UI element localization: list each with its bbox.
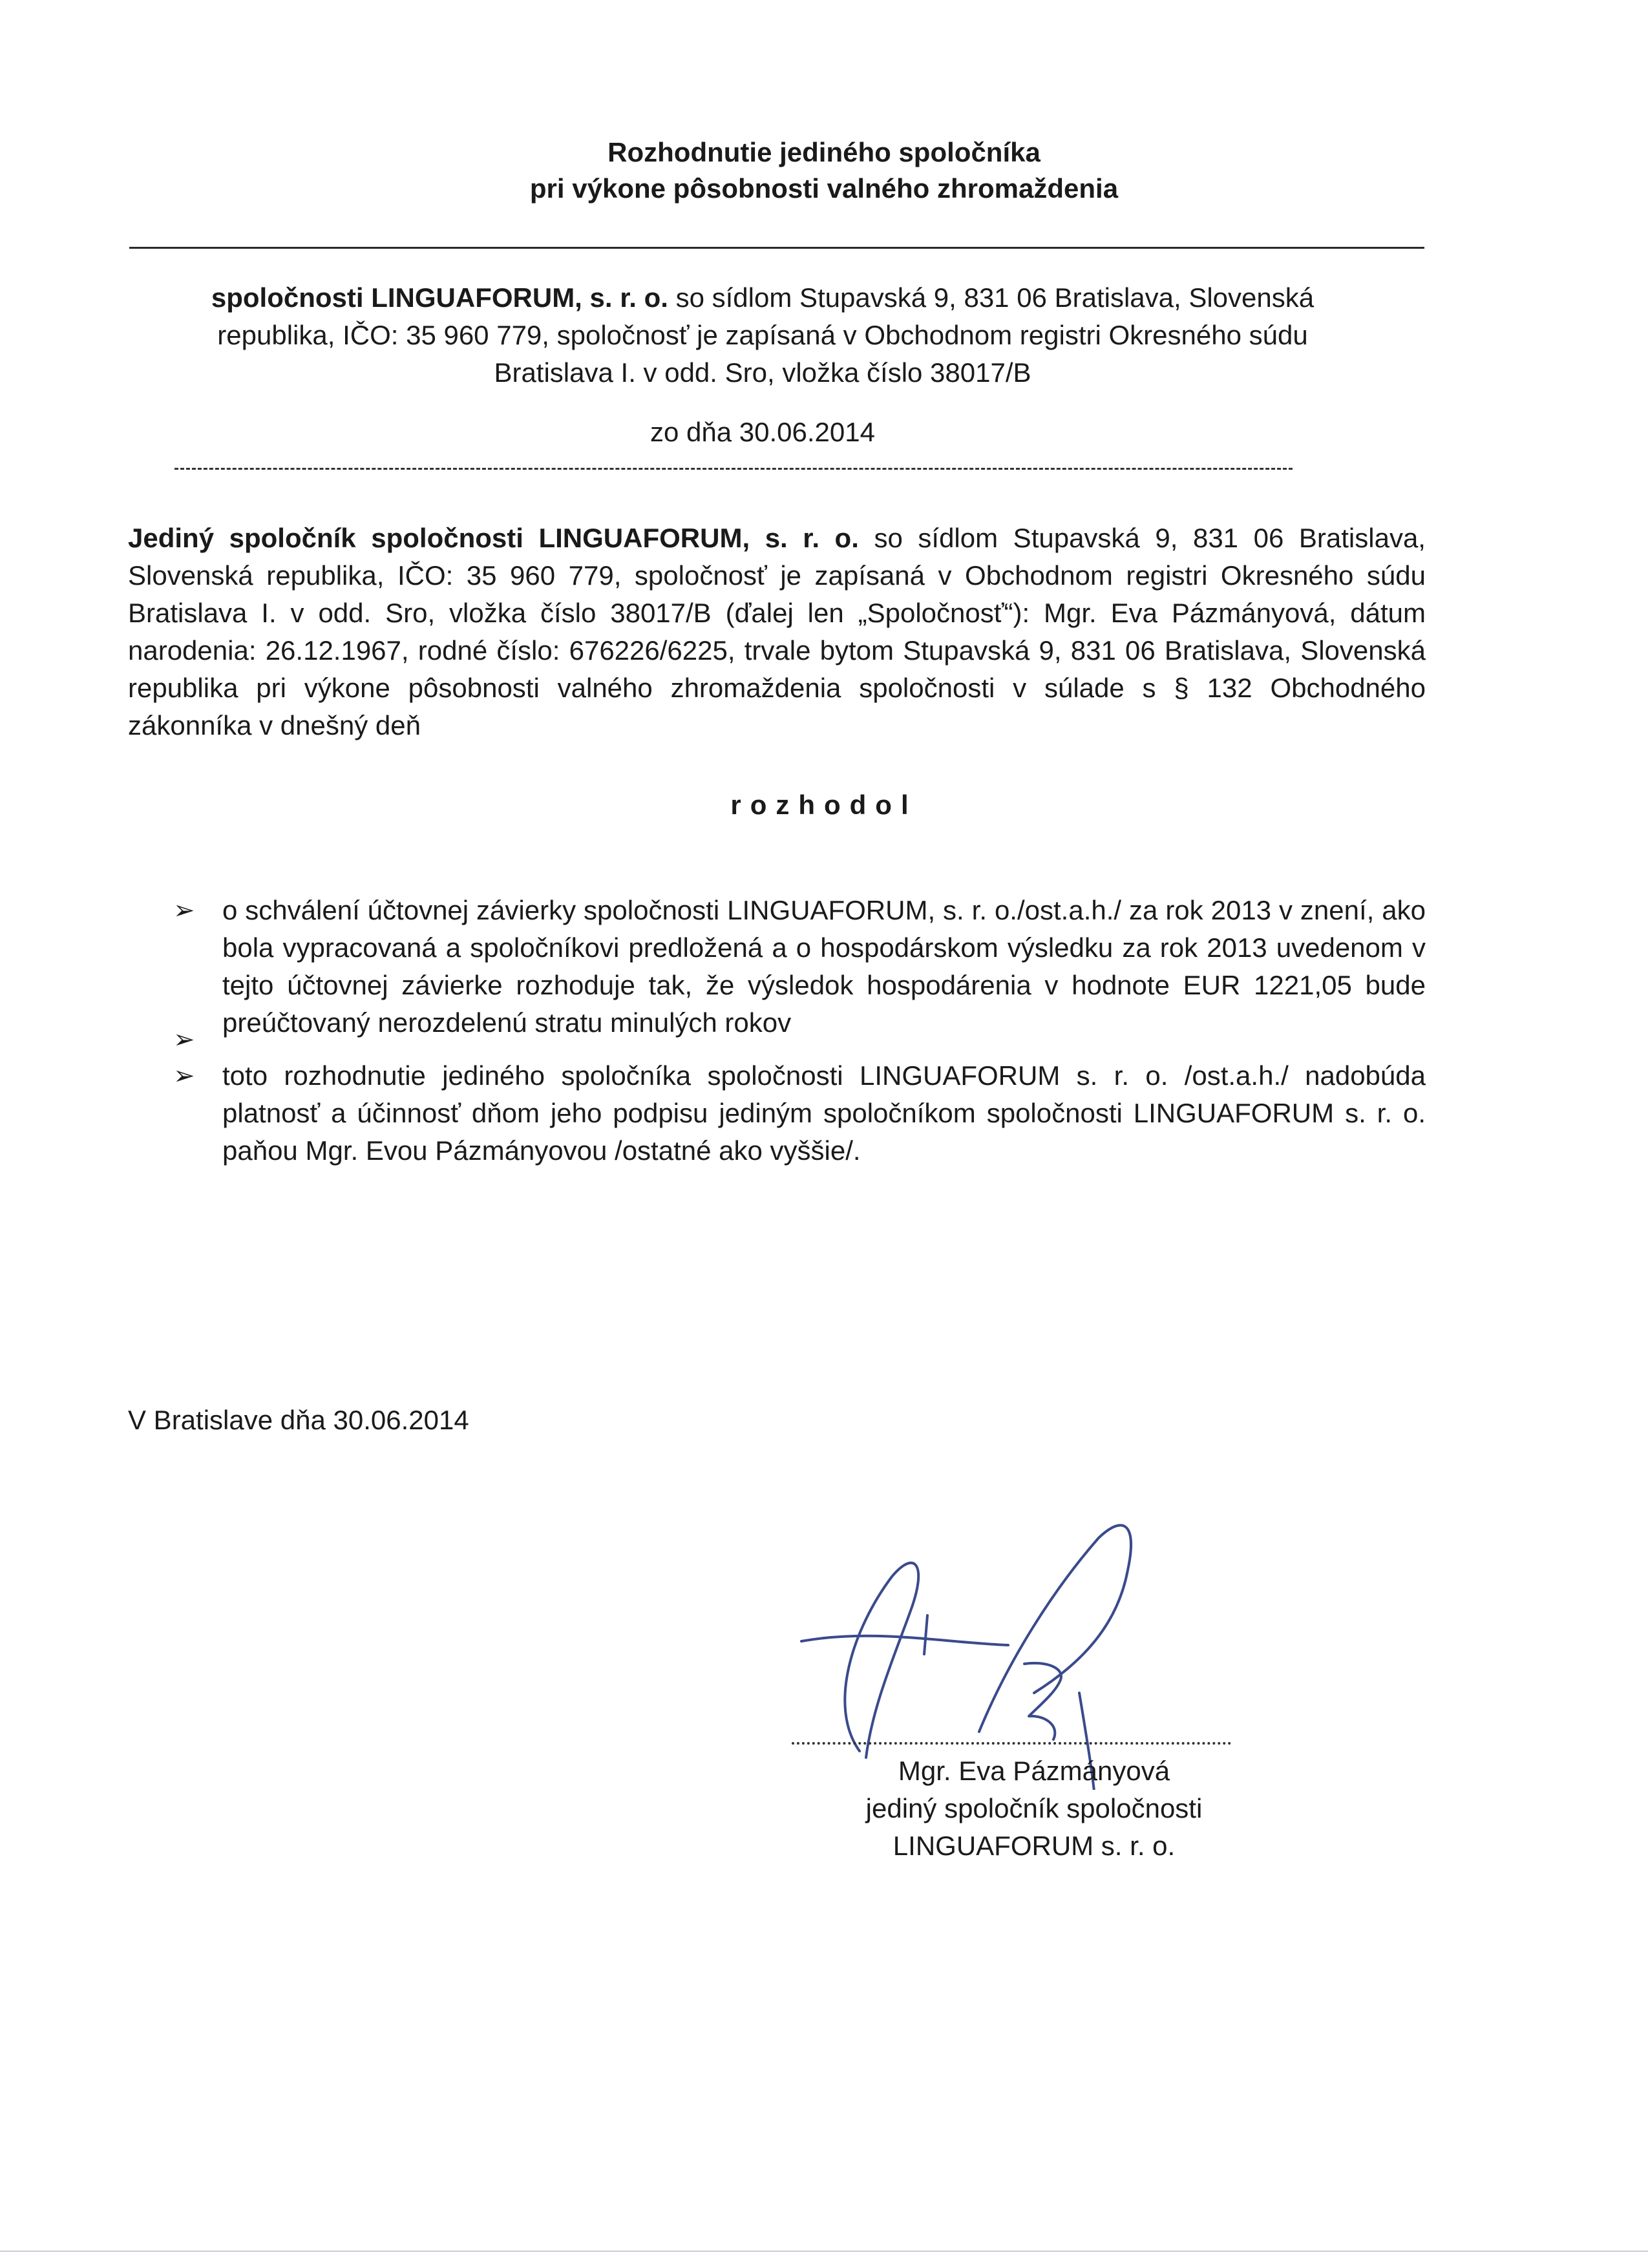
handwritten-signature: [776, 1499, 1196, 1790]
company-line3: Bratislava I. v odd. Sro, vložka číslo 38017/B: [494, 357, 1031, 388]
signatory-name: Mgr. Eva Pázmányová: [898, 1756, 1170, 1786]
document-title-line2: pri výkone pôsobnosti valného zhromaždenia: [529, 173, 1119, 204]
arrow-bullet-icon: ➢: [173, 1025, 195, 1054]
signature-dotted-line: [792, 1742, 1231, 1745]
document-title-line1: Rozhodnutie jediného spoločníka: [607, 137, 1041, 167]
arrow-bullet-icon: ➢: [173, 896, 195, 925]
decision-date: zo dňa 30.06.2014: [650, 417, 875, 447]
bullet-text-validity: toto rozhodnutie jediného spoločníka spoločnosti LINGUAFORUM s. r. o. /ost.a.h./ nadobúda platnosť a účinnosť dňom jeho podpisu jediným spoločníkom spoločnosti LINGUAFORUM s. r. o. paňou Mgr. Evou Pázmányovou /ostatné ako vyššie/.: [222, 1060, 1426, 1166]
company-line2: republika, IČO: 35 960 779, spoločnosť je zapísaná v Obchodnom registri Okresného súdu: [217, 320, 1308, 350]
scan-edge-line: [0, 2251, 1648, 2252]
place-and-date: V Bratislave dňa 30.06.2014: [128, 1405, 469, 1435]
company-name: spoločnosti LINGUAFORUM, s. r. o.: [211, 282, 668, 313]
company-line1-rest: so sídlom Stupavská 9, 831 06 Bratislava, Slovenská: [668, 282, 1315, 313]
dashed-separator: [174, 468, 1293, 470]
company-line1: [149, 279, 1377, 317]
signature-block: [776, 1752, 1293, 1865]
intro-text: so sídlom Stupavská 9, 831 06 Bratislava, Slovenská republika, IČO: 35 960 779, spoločnosť je zapísaná v Obchodnom registri Okresného súdu Bratislava I. v odd. Sro, vložka číslo 38017/B (ďalej len „Spoločnosť“): Mgr. Eva Pázmányová, dátum narodenia: 26.12.1967, rodné číslo: 676226/6225, trvale bytom Stupavská 9, 831 06 Bratislava, Slovenská republika pri výkone pôsobnosti valného zhromaždenia spoločnosti v súlade s § 132 Obchodného zákonníka v dnešný deň: [128, 523, 1426, 740]
intro-bold: Jediný spoločník spoločnosti LINGUAFORUM, s. r. o.: [128, 523, 859, 553]
signatory-company: LINGUAFORUM s. r. o.: [893, 1831, 1176, 1861]
decision-heading: rozhodol: [730, 790, 918, 820]
bullet-text-approval: o schválení účtovnej závierky spoločnosti LINGUAFORUM, s. r. o./ost.a.h./ za rok 2013 v znení, ako bola vypracovaná a spoločníkovi predložená a o hospodárskom výsledku za rok 2013 uvedenom v tejto účtovnej závierke rozhoduje tak, že výsledok hospodárenia v hodnote EUR 1221,05 bude preúčtovaný nerozdelenú stratu minulých rokov: [222, 895, 1426, 1038]
signatory-role: jediný spoločník spoločnosti: [865, 1793, 1203, 1823]
title-rule: [129, 247, 1424, 249]
arrow-bullet-icon: ➢: [173, 1062, 195, 1090]
company-identification: [149, 279, 1377, 392]
intro-paragraph: [128, 520, 1426, 744]
